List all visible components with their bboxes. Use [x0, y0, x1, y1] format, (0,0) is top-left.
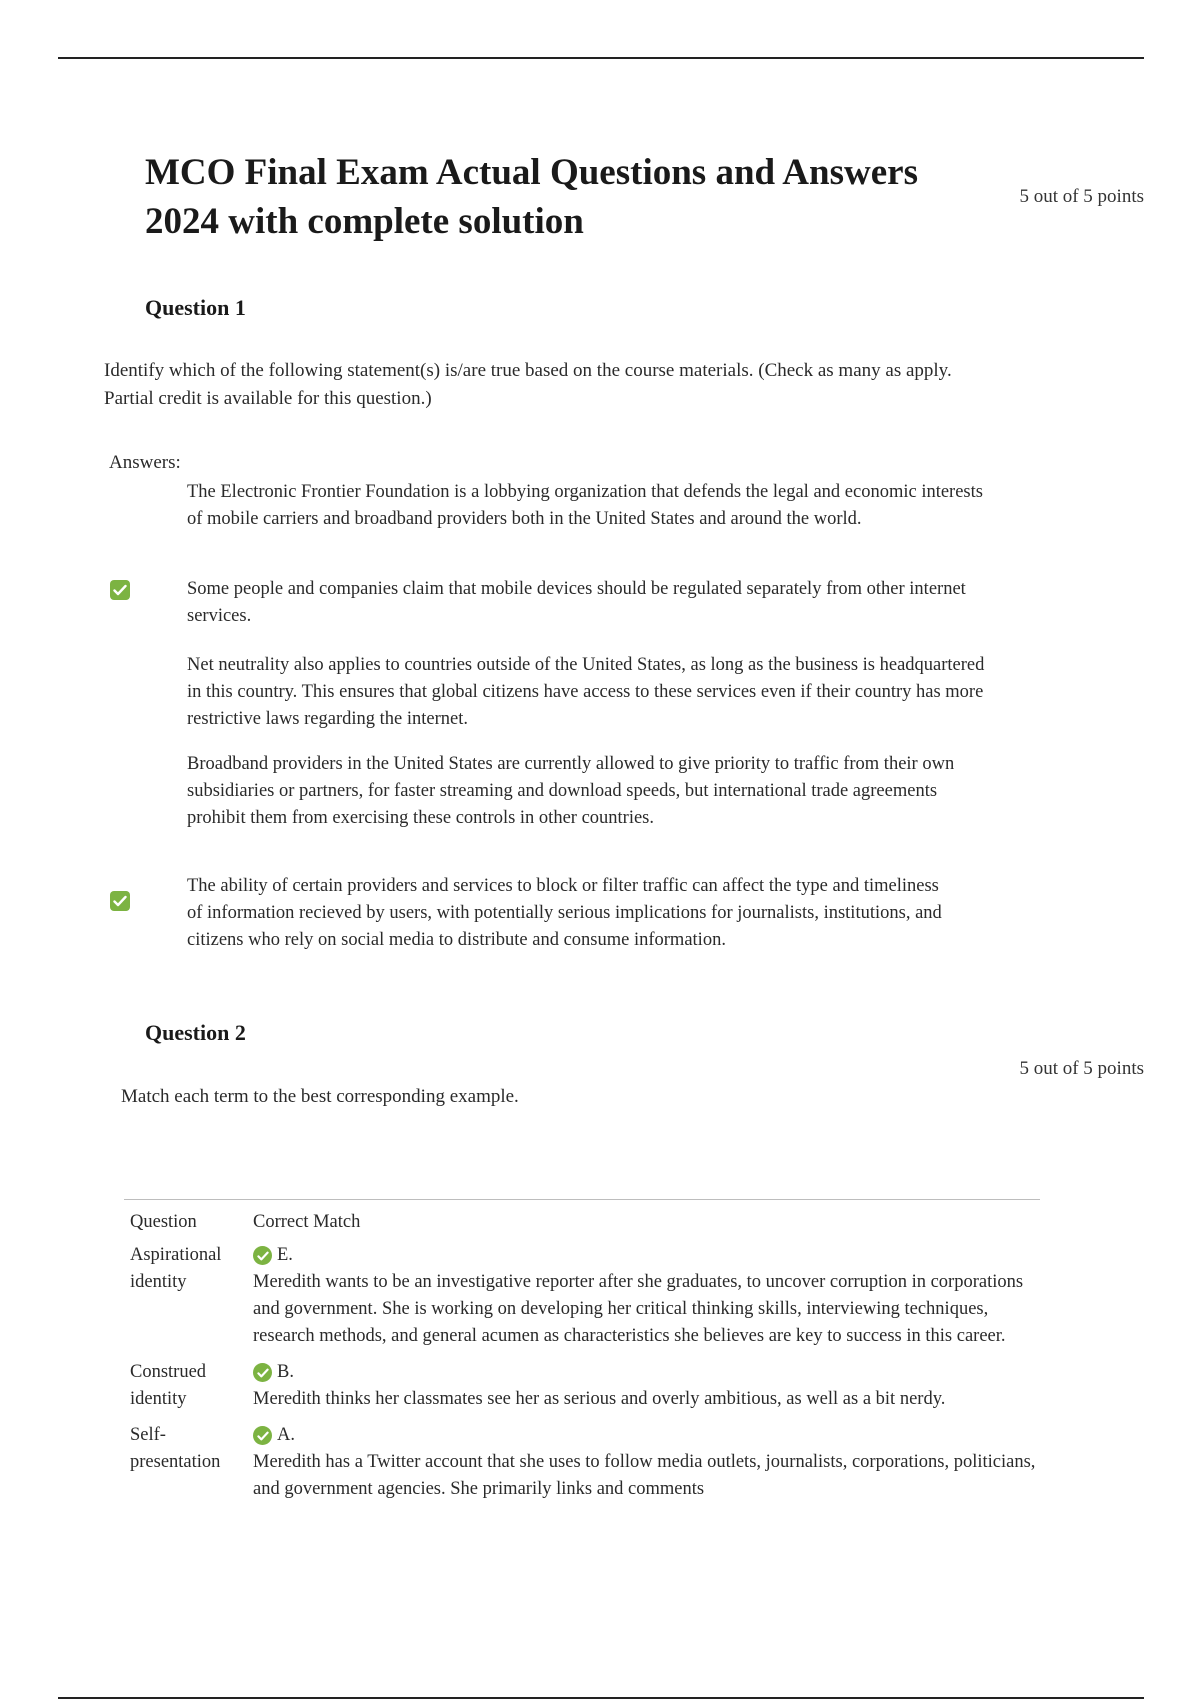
term-cell: Aspirational identity [130, 1245, 222, 1292]
match-choice [253, 1422, 1040, 1449]
correct-check-icon [110, 891, 130, 911]
match-letter: E. [277, 1245, 293, 1265]
answer-option-4: Broadband providers in the United States are currently allowed to give priority to traffic from their own subsidiaries or partners, for faster streaming and download speeds, but international trade agreements prohibit them from exercising these controls in other countries. [187, 754, 955, 828]
correct-check-icon [110, 580, 130, 600]
match-letter: B. [277, 1362, 294, 1382]
match-example: Meredith thinks her classmates see her as serious and overly ambitious, as well as a bit nerdy. [253, 1389, 946, 1409]
correct-check-icon [253, 1363, 272, 1382]
question-2-heading: Question 2 [145, 1020, 246, 1045]
answer-option-5-line-1: The ability of certain providers and services to block or filter traffic can affect the type and timeliness [187, 876, 939, 896]
table-row [124, 1242, 1040, 1350]
answer-option-3: Net neutrality also applies to countries outside of the United States, as long as the business is headquartered in this country. This ensures that global citizens have access to these services even if their country has more restrictive laws regarding the internet. [187, 655, 985, 729]
match-choice [253, 1359, 1040, 1386]
match-cell [253, 1422, 1040, 1503]
answer-option-1: The Electronic Frontier Foundation is a lobbying organization that defends the legal and economic interests of mobile carriers and broadband providers both in the United States and around the world. [187, 482, 983, 529]
term-cell: Construed identity [130, 1362, 207, 1409]
answer-option-5 [187, 873, 987, 954]
match-table-header [124, 1209, 1040, 1236]
table-row [124, 1359, 1040, 1413]
top-rule [58, 57, 1144, 59]
match-table [124, 1199, 1040, 1503]
match-letter: A. [277, 1425, 295, 1445]
table-row [124, 1422, 1040, 1503]
match-example: Meredith has a Twitter account that she uses to follow media outlets, journalists, corporations, politicians, and government agencies. She primarily links and comments [253, 1452, 1036, 1499]
bottom-rule [58, 1697, 1144, 1699]
question-2-points: 5 out of 5 points [1019, 1058, 1144, 1079]
column-header-correct-match: Correct Match [253, 1212, 361, 1232]
question-1-points: 5 out of 5 points [1019, 186, 1144, 207]
answers-label: Answers: [109, 452, 181, 473]
match-choice [253, 1242, 1040, 1269]
match-example: Meredith wants to be an investigative reporter after she graduates, to uncover corruption in corporations and government. She is working on developing her critical thinking skills, interviewing techniques, research methods, and general acumen as characteristics she believes are key to success in this career. [253, 1272, 1024, 1346]
column-header-question: Question [130, 1212, 197, 1232]
match-cell [253, 1359, 1040, 1413]
answer-option-2: Some people and companies claim that mobile devices should be regulated separately from other internet services. [187, 579, 966, 626]
question-1-prompt: Identify which of the following statement(s) is/are true based on the course materials. (Check as many as apply. Partial credit is available for this question.) [104, 360, 952, 409]
answer-option-5-line-2: of information recieved by users, with potentially serious implications for journalists, institutions, and citizens who rely on social media to distribute and consume information. [187, 903, 942, 950]
correct-check-icon [253, 1426, 272, 1445]
match-cell [253, 1242, 1040, 1350]
correct-check-icon [253, 1246, 272, 1265]
question-2-prompt: Match each term to the best corresponding example. [121, 1086, 519, 1107]
question-1-heading: Question 1 [145, 295, 246, 320]
document-title: MCO Final Exam Actual Questions and Answers 2024 with complete solution [145, 152, 918, 242]
term-cell: Self-presentation [130, 1425, 221, 1472]
